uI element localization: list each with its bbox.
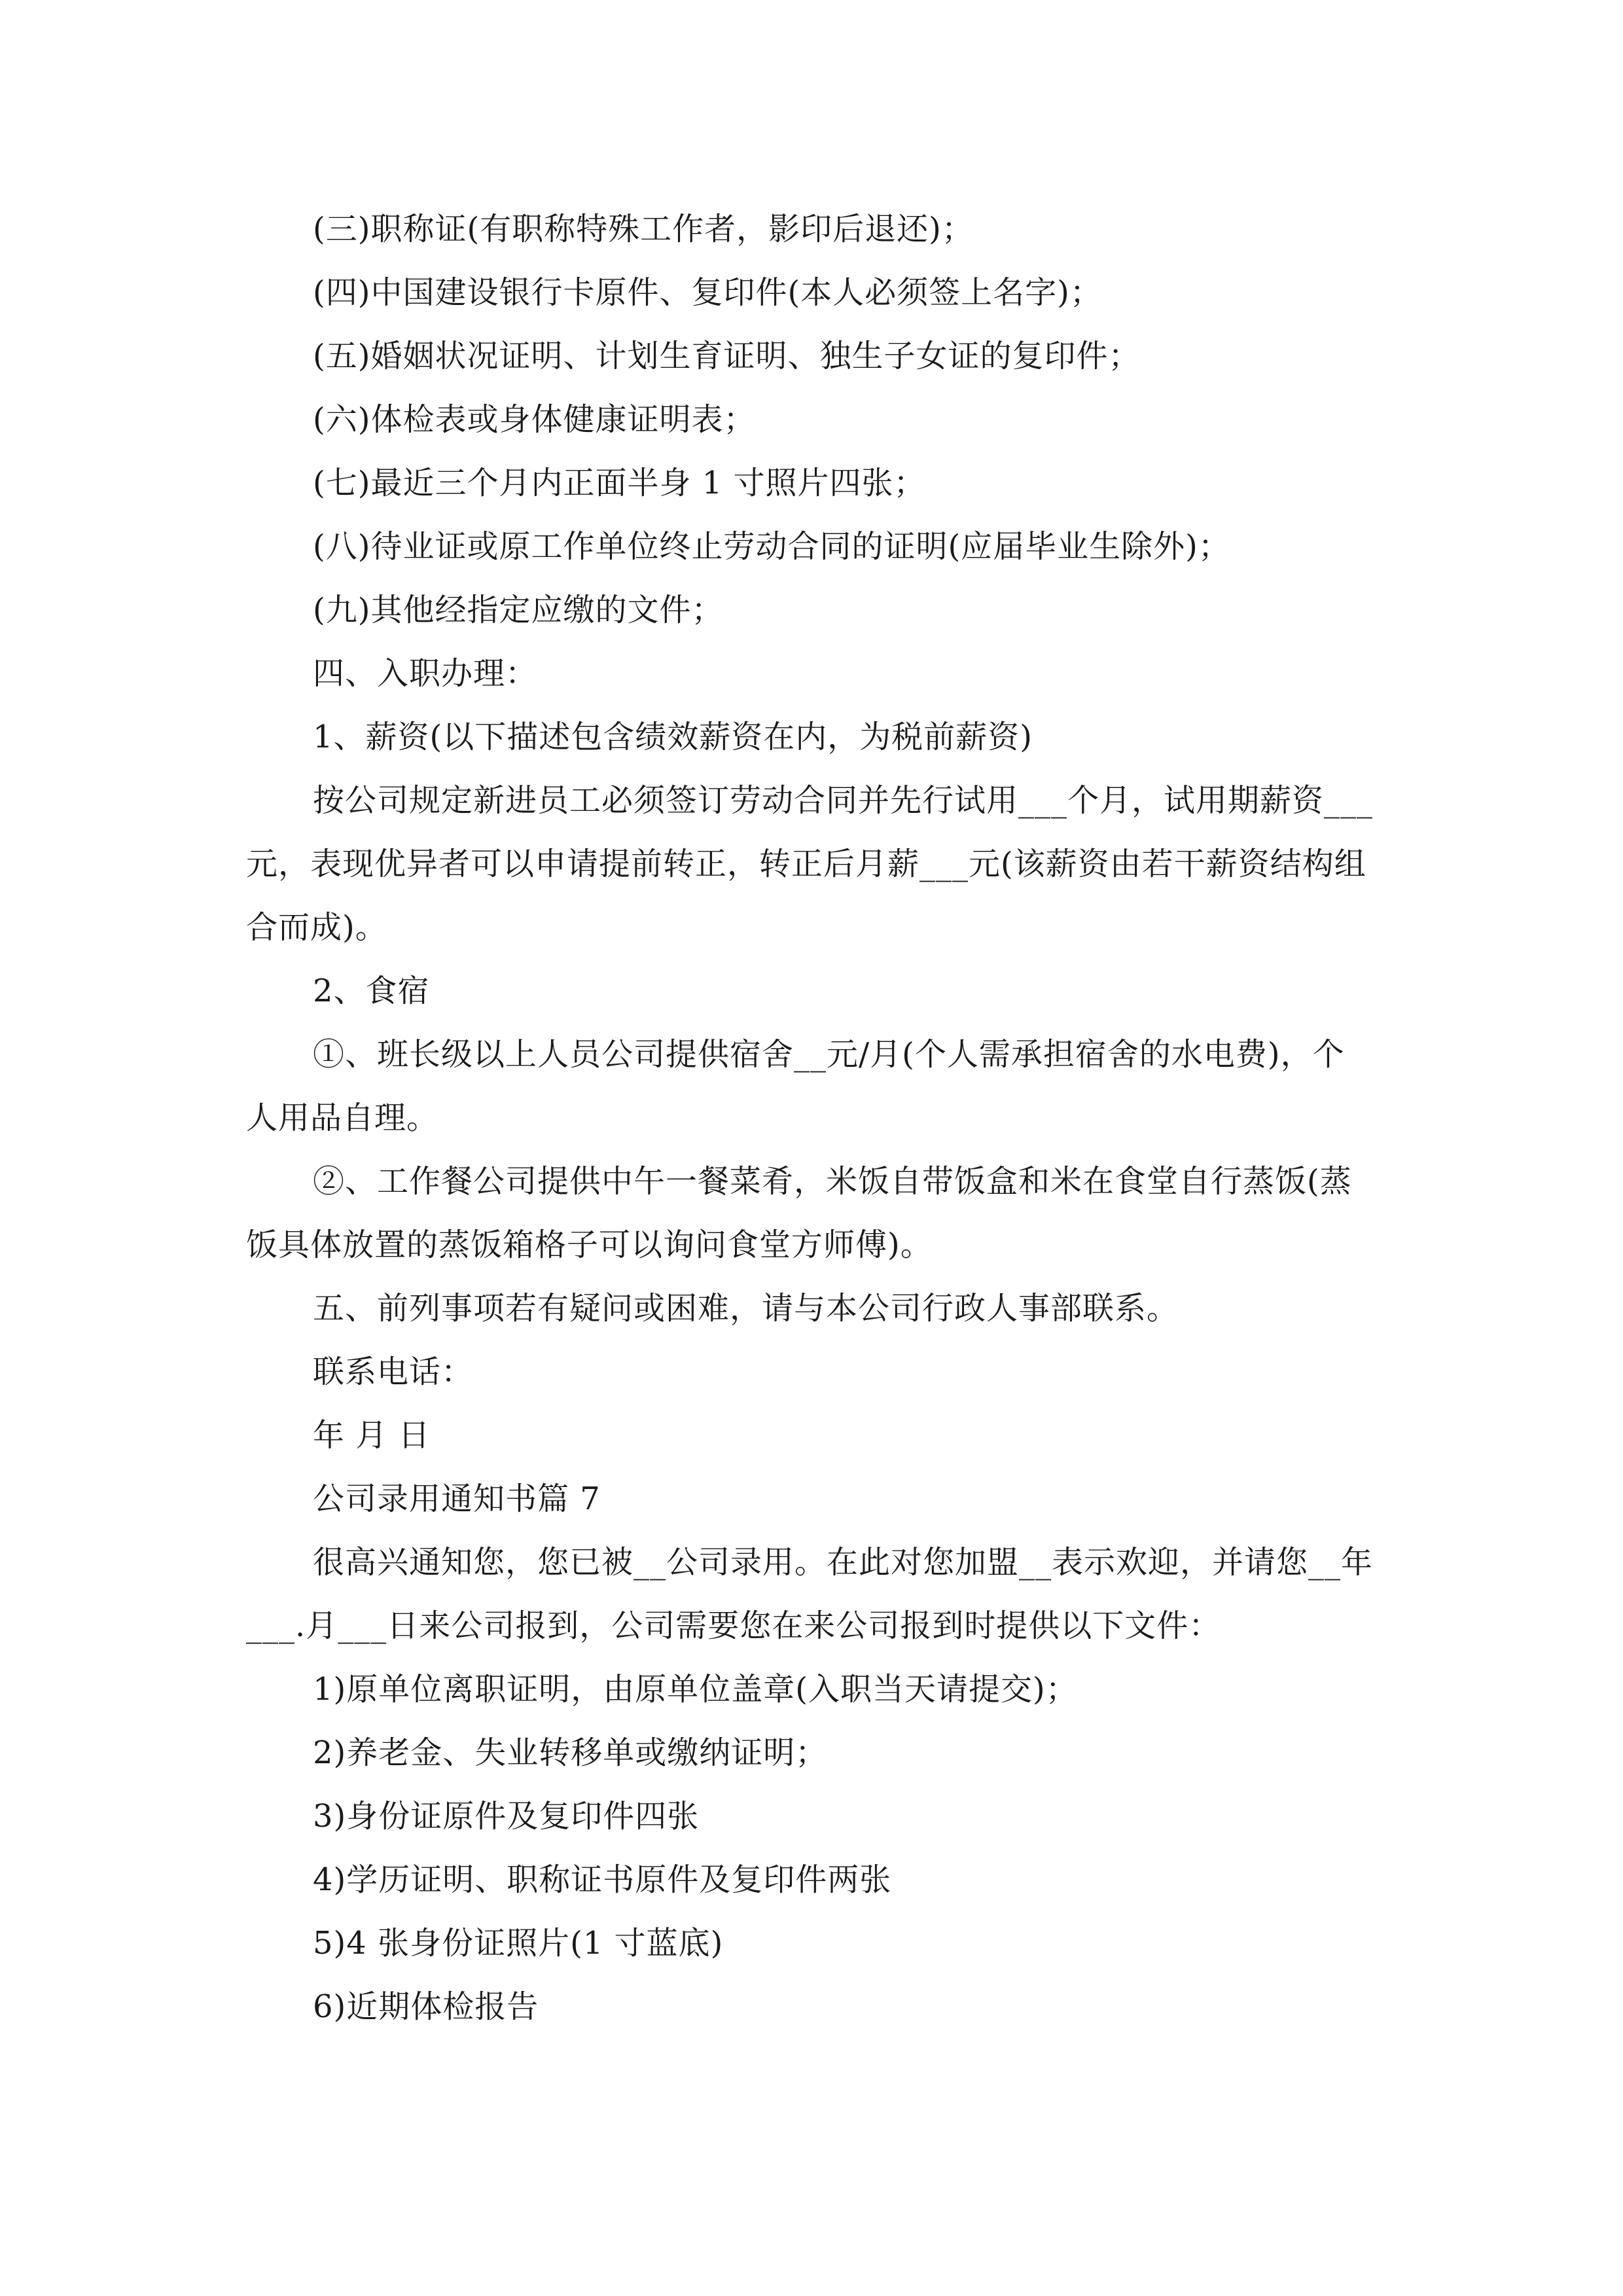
doc-list-item-6: 6)近期体检报告 [313,1988,539,2025]
doc-list-item-4: 4)学历证明、职称证书原件及复印件两张 [313,1861,892,1898]
doc-line-item-3: (三)职称证(有职称特殊工作者，影印后退还)； [313,211,974,247]
contact-phone-label: 联系电话： [313,1354,474,1390]
paragraph-salary-line-2: 元，表现优异者可以申请提前转正，转正后月薪___元(该薪资由若干薪资结构组 [246,846,1366,882]
subheading-salary: 1、薪资(以下描述包含绩效薪资在内，为税前薪资) [313,719,1033,755]
paragraph-intro-line-1: 很高兴通知您，您已被__公司录用。在此对您加盟__表示欢迎，并请您__年 [313,1544,1374,1581]
doc-list-item-2: 2)养老金、失业转移单或缴纳证明； [313,1734,828,1771]
paragraph-dorm-line-2: 人用品自理。 [246,1100,439,1136]
section-heading-contact-note: 五、前列事项若有疑问或困难，请与本公司行政人事部联系。 [313,1290,1179,1327]
paragraph-dorm-line-1: ①、班长级以上人员公司提供宿舍__元/月(个人需承担宿舍的水电费)，个 [313,1036,1345,1073]
paragraph-salary-line-1: 按公司规定新进员工必须签订劳动合同并先行试用___个月，试用期薪资___ [313,782,1374,819]
paragraph-meal-line-1: ②、工作餐公司提供中午一餐菜肴，米饭自带饭盒和米在食堂自行蒸饭(蒸 [313,1163,1352,1200]
article-title-7: 公司录用通知书篇 7 [313,1480,601,1517]
section-heading-onboarding: 四、入职办理： [313,655,538,692]
paragraph-intro-line-2: ___.月___日来公司报到，公司需要您在来公司报到时提供以下文件： [246,1607,1221,1644]
paragraph-meal-line-2: 饭具体放置的蒸饭箱格子可以询问食堂方师傅)。 [246,1227,933,1263]
doc-line-item-8: (八)待业证或原工作单位终止劳动合同的证明(应届毕业生除外)； [313,528,1230,565]
doc-line-item-6: (六)体检表或身体健康证明表； [313,401,756,438]
doc-list-item-3: 3)身份证原件及复印件四张 [313,1798,700,1835]
doc-line-item-5: (五)婚姻状况证明、计划生育证明、独生子女证的复印件； [313,338,1141,374]
doc-line-item-4: (四)中国建设银行卡原件、复印件(本人必须签上名字)； [313,274,1102,311]
paragraph-salary-line-3: 合而成)。 [246,909,387,946]
date-placeholder: 年 月 日 [313,1417,431,1454]
doc-list-item-1: 1)原单位离职证明，由原单位盖章(入职当天请提交)； [313,1671,1078,1708]
doc-list-item-5: 5)4 张身份证照片(1 寸蓝底) [313,1925,724,1962]
doc-line-item-7: (七)最近三个月内正面半身 1 寸照片四张； [313,465,926,501]
subheading-board-lodging: 2、食宿 [313,973,430,1009]
doc-line-item-9: (九)其他经指定应缴的文件； [313,592,724,628]
